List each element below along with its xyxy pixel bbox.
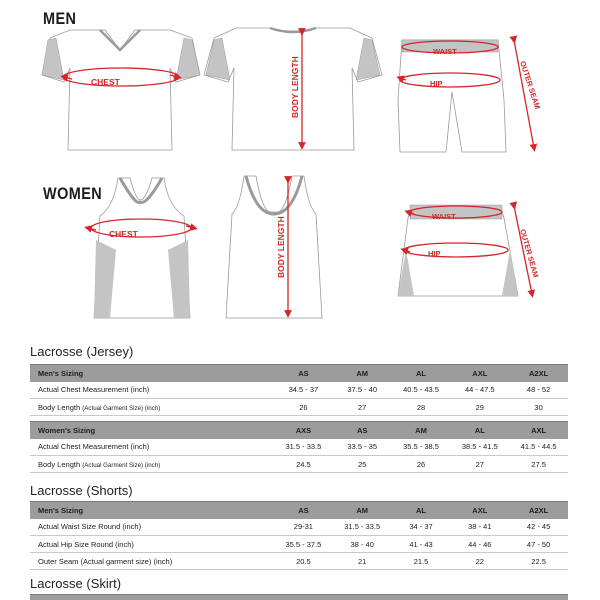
table-row (30, 456, 568, 473)
table-cell: 31.5 - 33.5 (333, 519, 392, 536)
table-row (30, 439, 568, 456)
women-chest-label: CHEST (109, 229, 138, 239)
men-jersey-front (42, 30, 200, 150)
row-label (30, 399, 274, 416)
table-header-row (30, 365, 568, 382)
men-shorts-table (30, 501, 568, 570)
table-cell: 29 (450, 399, 509, 416)
table-cell: 30 (509, 399, 568, 416)
table-cell: 28 (392, 399, 451, 416)
table-header-cell: AL (450, 422, 509, 439)
table-cell: 27 (333, 399, 392, 416)
table-cell: 24.5 (274, 456, 333, 473)
women-body-length-label: BODY LENGTH (276, 216, 286, 278)
table-header-cell: AS (274, 365, 333, 382)
men-shorts (398, 40, 542, 152)
table-cell: 33.5 - 35 (333, 439, 392, 456)
men-heading: MEN (43, 9, 77, 28)
table-header-cell: AXS (274, 422, 333, 439)
table-header-row (30, 422, 568, 439)
table-cell: 22 (450, 553, 509, 570)
table-cell: 35.5 - 37.5 (274, 536, 333, 553)
men-hip-label: HIP (430, 79, 443, 88)
row-label-text: Body Length (38, 402, 83, 412)
table-cell: 25 (333, 456, 392, 473)
men-waist-label: WAIST (433, 47, 457, 56)
skirt-section-title: Lacrosse (Skirt) (30, 576, 122, 591)
table-header-cell: AXL (450, 365, 509, 382)
table-cell: 35.5 - 38.5 (392, 439, 451, 456)
table-header-cell: AM (333, 365, 392, 382)
women-jersey-table (30, 421, 568, 473)
table-cell: 48 - 52 (509, 382, 568, 399)
table-cell: 37.5 - 40 (333, 382, 392, 399)
table-cell: 38 - 40 (333, 536, 392, 553)
row-label-note: (Actual Garment Size) (inch) (82, 404, 161, 412)
women-jersey-back (226, 176, 322, 318)
row-label: Actual Chest Measurement (inch) (30, 382, 274, 399)
table-cell: 26 (274, 399, 333, 416)
row-label (30, 456, 274, 473)
table-row (30, 536, 568, 553)
women-hip-label: HIP (428, 249, 441, 258)
table-cell: 27 (450, 456, 509, 473)
men-outer-seam-label: OUTER SEAM (518, 59, 543, 111)
women-outer-seam-label: OUTER SEAM (518, 228, 541, 279)
table-row (30, 399, 568, 416)
table-cell: 21 (333, 553, 392, 570)
row-label: Actual Hip Size Round (inch) (30, 536, 274, 553)
table-cell: 27.5 (509, 456, 568, 473)
table-row (30, 382, 568, 399)
shorts-section-title: Lacrosse (Shorts) (30, 483, 133, 498)
table-row (30, 553, 568, 570)
table-cell: 22.5 (509, 553, 568, 570)
table-cell: 42 - 45 (509, 519, 568, 536)
men-body-length-label: BODY LENGTH (290, 56, 300, 118)
table-cell: 34.5 - 37 (274, 382, 333, 399)
table-cell: 41.5 - 44.5 (509, 439, 568, 456)
row-label: Outer Seam (Actual garment size) (inch) (30, 553, 274, 570)
men-jersey-table (30, 364, 568, 416)
men-chest-label: CHEST (91, 77, 120, 87)
table-header-cell: AS (333, 422, 392, 439)
jersey-section-title: Lacrosse (Jersey) (30, 344, 134, 359)
table-header-cell: AL (392, 365, 451, 382)
table-cell: 38 - 41 (450, 519, 509, 536)
table-header-cell: AL (392, 502, 451, 519)
table-header-cell: AM (392, 422, 451, 439)
skirt-table-header-strip (30, 594, 568, 600)
table-header-cell: Women's Sizing (30, 422, 274, 439)
table-header-cell: AXL (450, 502, 509, 519)
table-header-cell: AXL (509, 422, 568, 439)
table-cell: 41 - 43 (392, 536, 451, 553)
table-header-cell: A2XL (509, 365, 568, 382)
row-label: Actual Waist Size Round (inch) (30, 519, 274, 536)
row-label-text: Body Length (38, 459, 83, 469)
row-label: Actual Chest Measurement (inch) (30, 439, 274, 456)
women-jersey-front (88, 178, 194, 318)
table-cell: 29-31 (274, 519, 333, 536)
table-cell: 40.5 - 43.5 (392, 382, 451, 399)
table-row (30, 519, 568, 536)
table-cell: 44 - 47.5 (450, 382, 509, 399)
table-cell: 20.5 (274, 553, 333, 570)
men-jersey-back (204, 28, 382, 150)
women-waist-label: WAIST (432, 212, 456, 221)
table-cell: 34 - 37 (392, 519, 451, 536)
table-header-cell: A2XL (509, 502, 568, 519)
table-cell: 31.5 - 33.5 (274, 439, 333, 456)
table-cell: 38.5 - 41.5 (450, 439, 509, 456)
table-cell: 21.5 (392, 553, 451, 570)
table-cell: 47 - 50 (509, 536, 568, 553)
table-cell: 44 - 46 (450, 536, 509, 553)
table-header-cell: Men's Sizing (30, 365, 274, 382)
table-header-row (30, 502, 568, 519)
table-header-cell: Men's Sizing (30, 502, 274, 519)
table-cell: 26 (392, 456, 451, 473)
table-header-cell: AM (333, 502, 392, 519)
row-label-note: (Actual Garment Size) (inch) (82, 461, 161, 469)
table-header-cell: AS (274, 502, 333, 519)
women-heading: WOMEN (43, 184, 103, 203)
women-skirt (398, 205, 541, 296)
